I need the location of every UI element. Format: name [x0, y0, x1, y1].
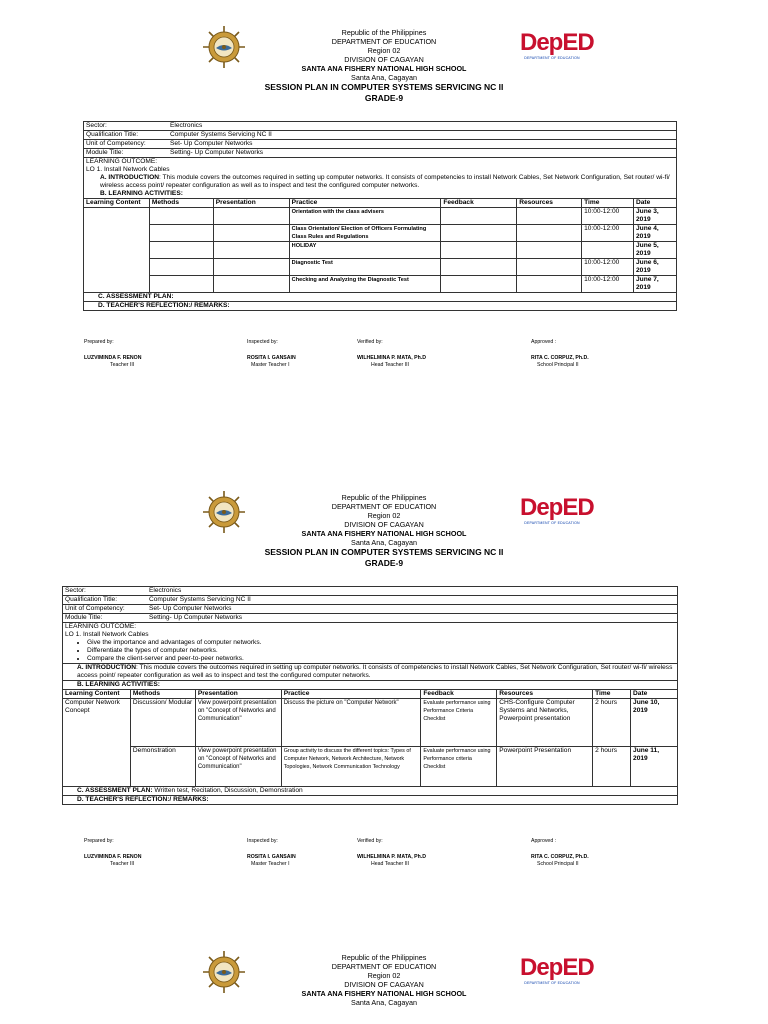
school-address: Santa Ana, Cagayan	[351, 73, 417, 82]
assessment-row: C. ASSESSMENT PLAN: Written test, Recitation, Discussion, Demonstration	[63, 787, 678, 796]
prepared-by: Prepared by: LUZVIMINDA F. RENON Teacher III	[84, 339, 142, 368]
region-line: Region 02	[367, 46, 401, 55]
objective-item: • Differentiate the types of computer networks.	[87, 647, 675, 655]
qualification-row: Qualification Title: Computer Systems Servicing NC II	[63, 596, 678, 605]
page-2	[0, 493, 768, 867]
division-line: DIVISION OF CAGAYAN	[344, 55, 424, 64]
assessment-row: C. ASSESSMENT PLAN:	[84, 293, 677, 302]
republic-line: Republic of the Philippines	[341, 953, 427, 962]
column-header-row: Learning Content Methods Presentation Practice Feedback Resources Time Date	[63, 690, 678, 699]
table-row: Class Orientation/ Election of Officers Formulating Class Rules and Regulations 10:00-12:00 June 4, 2019	[84, 225, 677, 242]
table-row: Checking and Analyzing the Diagnostic Test 10:00-12:00 June 7, 2019	[84, 276, 677, 293]
table-row: Orientation with the class advisers 10:00-12:00 June 3, 2019	[84, 208, 677, 225]
introduction-row: A. INTRODUCTION: This module covers the outcomes required in setting up computer networks. It consists of competencies to install Network Cables, Set Network Configuration, Set router/ wi-fi/ wireless access point/ repeater configuration as well as to inspect and test the configured computer networks.	[63, 664, 678, 681]
division-line: DIVISION OF CAGAYAN	[344, 520, 424, 529]
qualification-row: Qualification Title: Computer Systems Servicing NC II	[84, 131, 677, 140]
deped-line: DEPARTMENT OF EDUCATION	[331, 502, 437, 511]
objective-item: • Compare the client-server and peer-to-peer networks.	[87, 655, 675, 663]
division-line: DIVISION OF CAGAYAN	[344, 980, 424, 989]
grade-label: GRADE-9	[364, 93, 404, 103]
activities-row: B. LEARNING ACTIVITIES:	[63, 681, 678, 690]
reflection-row: D. TEACHER'S REFLECTION:/ REMARKS:	[63, 796, 678, 805]
table-row: Demonstration View powerpoint presentation on "Concept of Networks and Communication" Group activity to discuss the different topics: Types of Computer Network, Network Architecture, Network Topologies, Network Communication Technology Evaluate performance using Performance criteria Checklist Powerpoint Presentation 2 hours June 11, 2019	[63, 747, 678, 787]
module-row: Module Title: Setting- Up Computer Networks	[63, 614, 678, 623]
learning-outcome-row: LEARNING OUTCOME: LO 1. Install Network Cables • Give the importance and advantages of computer networks. • Differentiate the types of computer networks. • Compare the client-server and peer-to-peer networks.	[63, 623, 678, 664]
unit-row: Unit of Competency: Set- Up Computer Networks	[84, 140, 677, 149]
learning-outcome-row: LEARNING OUTCOME: LO 1. Install Network Cables A. INTRODUCTION: This module covers the outcomes required in setting up computer networks. It consists of competencies to install Network Cables, Set Network Configuration, Set router/ wi-fi/ wireless access point/ repeater configuration as well as to inspect and test the configured computer networks. B. LEARNING ACTIVITIES:	[84, 158, 677, 199]
republic-line: Republic of the Philippines	[341, 28, 427, 37]
verified-by: Verified by: WILHELMINA P. MATA, Ph.D Head Teacher III	[357, 339, 426, 368]
session-plan-table	[83, 121, 677, 311]
session-plan-title: SESSION PLAN IN COMPUTER SYSTEMS SERVICING NC II	[264, 547, 504, 557]
session-plan-table	[62, 586, 678, 805]
table-row: HOLIDAY June 5, 2019	[84, 242, 677, 259]
sector-row: Sector: Electronics	[63, 587, 678, 596]
column-header-row: Learning Content Methods Presentation Practice Feedback Resources Time Date	[84, 199, 677, 208]
deped-logo: DepED DEPARTMENT OF EDUCATION	[520, 494, 594, 525]
republic-line: Republic of the Philippines	[341, 493, 427, 502]
region-line: Region 02	[367, 511, 401, 520]
school-name: SANTA ANA FISHERY NATIONAL HIGH SCHOOL	[301, 989, 467, 998]
approved-by: Approved : RITA C. CORPUZ, Ph.D. School Principal II	[531, 838, 589, 867]
deped-logo: DepED DEPARTMENT OF EDUCATION	[520, 29, 594, 60]
unit-row: Unit of Competency: Set- Up Computer Networks	[63, 605, 678, 614]
school-address: Santa Ana, Cagayan	[351, 998, 417, 1007]
deped-line: DEPARTMENT OF EDUCATION	[331, 37, 437, 46]
school-name: SANTA ANA FISHERY NATIONAL HIGH SCHOOL	[301, 529, 467, 538]
page-3	[0, 953, 768, 1024]
inspected-by: Inspected by: ROSITA I. GANSAIN Master Teacher I	[247, 339, 296, 368]
page-1	[0, 28, 768, 368]
table-row: Computer Network Concept Discussion/ Modular View powerpoint presentation on "Concept of Networks and Communication" Discuss the picture on "Computer Network" Evaluate performance using Performance Criteria Checklist CHS-Configure Computer Systems and Networks, Powerpoint presentation 2 hours June 10, 2019	[63, 699, 678, 747]
table-row: Diagnostic Test 10:00-12:00 June 6, 2019	[84, 259, 677, 276]
page-header	[0, 953, 768, 1024]
school-name: SANTA ANA FISHERY NATIONAL HIGH SCHOOL	[301, 64, 467, 73]
sector-row: Sector: Electronics	[84, 122, 677, 131]
grade-label: GRADE-9	[364, 558, 404, 568]
prepared-by: Prepared by: LUZVIMINDA F. RENON Teacher III	[84, 838, 142, 867]
school-address: Santa Ana, Cagayan	[351, 538, 417, 547]
deped-logo: DepED DEPARTMENT OF EDUCATION	[520, 954, 594, 985]
reflection-row: D. TEACHER'S REFLECTION:/ REMARKS:	[84, 302, 677, 311]
region-line: Region 02	[367, 971, 401, 980]
objective-item: • Give the importance and advantages of computer networks.	[87, 639, 675, 647]
approved-by: Approved : RITA C. CORPUZ, Ph.D. School Principal II	[531, 339, 589, 368]
module-row: Module Title: Setting- Up Computer Networks	[84, 149, 677, 158]
session-plan-title: SESSION PLAN IN COMPUTER SYSTEMS SERVICING NC II	[264, 82, 504, 92]
inspected-by: Inspected by: ROSITA I. GANSAIN Master Teacher I	[247, 838, 296, 867]
deped-line: DEPARTMENT OF EDUCATION	[331, 962, 437, 971]
verified-by: Verified by: WILHELMINA P. MATA, Ph.D Head Teacher III	[357, 838, 426, 867]
